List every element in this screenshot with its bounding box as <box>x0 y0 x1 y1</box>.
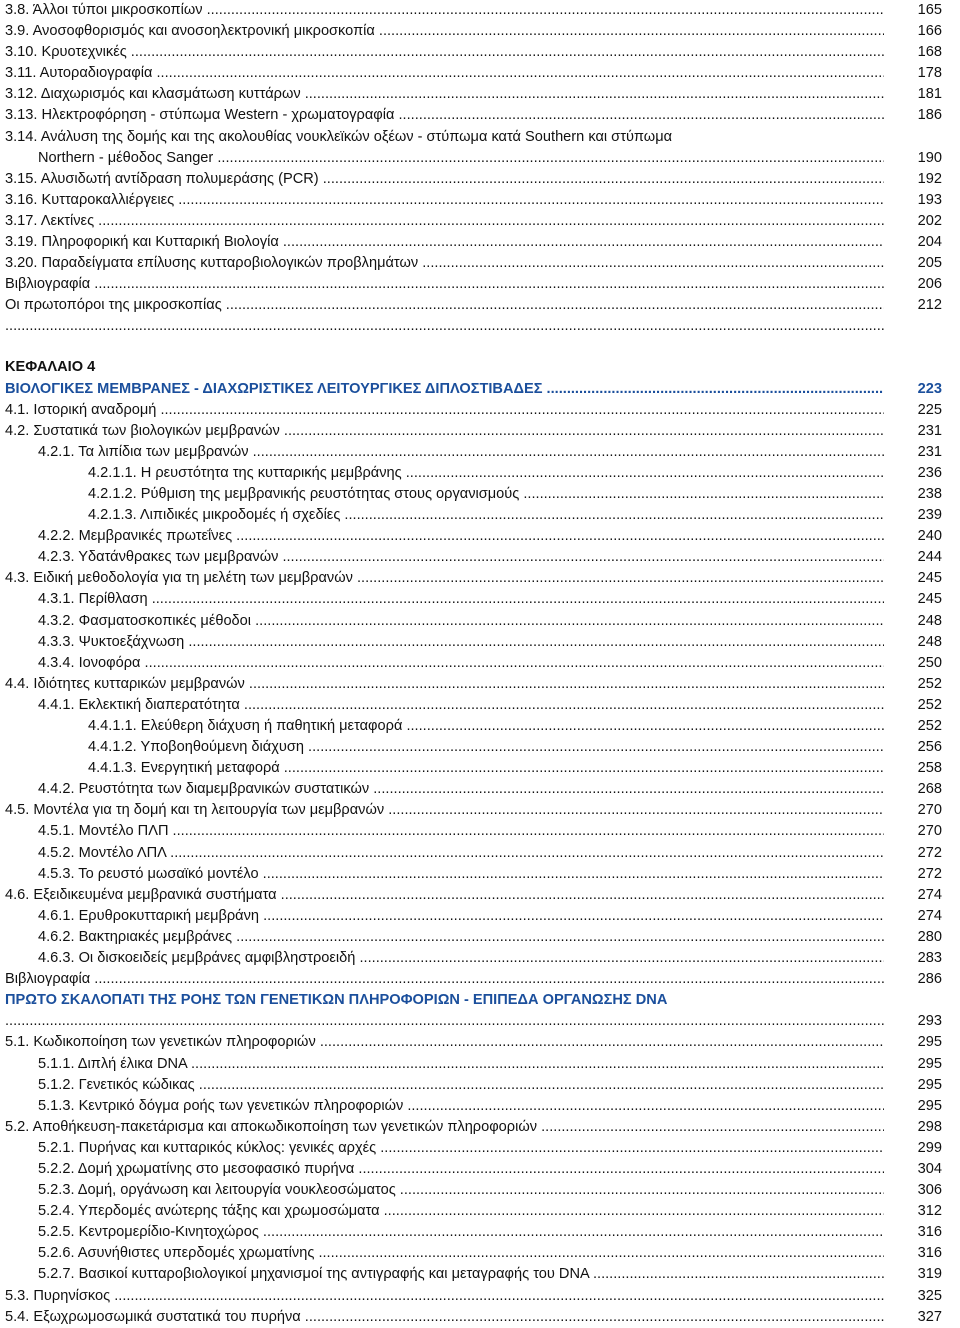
toc-entry-title: 5.3. Πυρηνίσκος ..... <box>5 1286 884 1307</box>
toc-entry[interactable] <box>5 484 942 505</box>
toc-entry-page-number: 299 <box>917 1139 942 1156</box>
toc-entry-title <box>5 1011 884 1032</box>
toc-entry-page-number: 168 <box>917 44 942 61</box>
toc-entry-title: Οι πρωτοπόροι της μικροσκοπίας ..... <box>5 295 884 316</box>
toc-entry-title: 5.1.2. Γενετικός κώδικας ..... <box>5 1075 884 1096</box>
toc-entry[interactable] <box>5 274 942 295</box>
toc-entry-title: 4.4.2. Ρευστότητα των διαμεμβρανικών συστατικών ..... <box>5 779 884 800</box>
toc-entry-title: 4.3.1. Περίθλαση ..... <box>5 589 884 610</box>
toc-entry[interactable] <box>5 1117 942 1138</box>
toc-entry-page-number: 245 <box>917 591 942 608</box>
toc-entry-page-number: 248 <box>917 633 942 650</box>
toc-entry[interactable] <box>5 1011 942 1032</box>
toc-entry-page-number: 280 <box>917 928 942 945</box>
toc-entry-title: 5.4. Εξωχρωμοσωμικά συστατικά του πυρήνα ..... <box>5 1307 884 1328</box>
toc-entry-title: 3.20. Παραδείγματα επίλυσης κυτταροβιολογικών προβλημάτων ..... <box>5 253 884 274</box>
toc-entry[interactable] <box>5 800 942 821</box>
toc-entry[interactable] <box>5 695 942 716</box>
toc-entry-title: 4.4.1.1. Ελεύθερη διάχυση ή παθητική μεταφορά ..... <box>5 716 884 737</box>
toc-entry[interactable] <box>5 105 942 126</box>
toc-entry[interactable] <box>5 1243 942 1264</box>
toc-entry[interactable] <box>5 758 942 779</box>
toc-entry-page-number: 295 <box>917 1034 942 1051</box>
toc-entry-page-number: 166 <box>917 23 942 40</box>
toc-entry-page-number: 250 <box>917 654 942 671</box>
toc-entry-page-number: 283 <box>917 950 942 967</box>
toc-entry-title: 4.3. Ειδική μεθοδολογία για τη μελέτη των μεμβρανών ..... <box>5 568 884 589</box>
toc-entry-page-number: 293 <box>917 1013 942 1030</box>
toc-entry-page-number: 206 <box>917 276 942 293</box>
toc-entry-page-number: 231 <box>917 443 942 460</box>
toc-entry[interactable] <box>5 400 942 421</box>
toc-entry-title: 3.14. Ανάλυση της δομής και της ακολουθίας νουκλεϊκών οξέων - στύπωμα κατά Southern και στύπωμα <box>5 128 673 145</box>
toc-entry[interactable] <box>5 779 942 800</box>
toc-entry-title: 5.2.7. Βασικοί κυτταροβιολογικοί μηχανισμοί της αντιγραφής και μεταγραφής του DNA ..... <box>5 1264 884 1285</box>
toc-entry-title: 5.2.1. Πυρήνας και κυτταρικός κύκλος: γενικές αρχές ..... <box>5 1138 884 1159</box>
toc-entry-title: 4.2.1.2. Ρύθμιση της μεμβρανικής ρευστότητας στους οργανισμούς ..... <box>5 484 884 505</box>
toc-entry-page-number: 272 <box>917 865 942 882</box>
toc-entry-page-number: 256 <box>917 739 942 756</box>
toc-entry-page-number: 192 <box>917 170 942 187</box>
toc-entry-title: 4.4.1. Εκλεκτική διαπερατότητα ..... <box>5 695 884 716</box>
toc-entry[interactable] <box>5 127 942 148</box>
toc-entry-title: ΠΡΩΤΟ ΣΚΑΛΟΠΑΤΙ ΤΗΣ ΡΟΗΣ ΤΩΝ ΓΕΝΕΤΙΚΩΝ ΠΛΗΡΟΦΟΡΙΩΝ - ΕΠΙΠΕΔΑ ΟΡΓΑΝΩΣΗΣ DNA <box>5 992 668 1009</box>
toc-entry-page-number: 193 <box>917 191 942 208</box>
toc-entry-page-number: 244 <box>917 549 942 566</box>
toc-entry-page-number: 316 <box>917 1245 942 1262</box>
toc-entry-title: 4.4.1.2. Υποβοηθούμενη διάχυση ..... <box>5 737 884 758</box>
toc-entry[interactable] <box>5 357 942 378</box>
toc-entry[interactable] <box>5 1096 942 1117</box>
toc-entry-page-number: 238 <box>917 485 942 502</box>
toc-entry-title: 4.3.4. Ιονοφόρα ..... <box>5 653 884 674</box>
toc-entry[interactable] <box>5 1159 942 1180</box>
toc-entry-title: 5.2.2. Δομή χρωματίνης στο μεσοφασικό πυρήνα ..... <box>5 1159 884 1180</box>
toc-entry[interactable] <box>5 969 942 990</box>
toc-entry-page-number: 270 <box>917 823 942 840</box>
toc-entry[interactable] <box>5 1286 942 1307</box>
toc-entry-title: 4.5.2. Μοντέλο ΛΠΛ ..... <box>5 843 884 864</box>
toc-entry-title <box>5 316 884 337</box>
toc-entry-title: 4.4.1.3. Ενεργητική μεταφορά ..... <box>5 758 884 779</box>
toc-entry[interactable] <box>5 653 942 674</box>
toc-entry[interactable] <box>5 190 942 211</box>
toc-entry-page-number: 212 <box>917 297 942 314</box>
toc-entry-page-number: 178 <box>917 65 942 82</box>
toc-entry-title: ΚΕΦΑΛΑΙΟ 4 <box>5 359 96 376</box>
toc-entry[interactable] <box>5 568 942 589</box>
toc-entry-page-number: 295 <box>917 1055 942 1072</box>
toc-entry-page-number: 252 <box>917 718 942 734</box>
toc-entry-page-number: 319 <box>917 1266 942 1283</box>
toc-entry[interactable] <box>5 442 942 463</box>
toc-entry-title: 4.2.3. Υδατάνθρακες των μεμβρανών ..... <box>5 547 884 568</box>
toc-entry-page-number: 248 <box>917 612 942 629</box>
toc-entry-page-number: 270 <box>917 802 942 819</box>
toc-entry[interactable] <box>5 21 942 42</box>
toc-entry[interactable] <box>5 843 942 864</box>
toc-entry-page-number: 190 <box>917 149 942 166</box>
toc-entry[interactable] <box>5 1054 942 1075</box>
toc-entry[interactable] <box>5 547 942 568</box>
toc-entry-title: 4.4. Ιδιότητες κυτταρικών μεμβρανών ..... <box>5 674 884 695</box>
toc-entry-page-number: 312 <box>917 1203 942 1220</box>
toc-entry-page-number: 245 <box>917 570 942 587</box>
toc-entry-title: 3.16. Κυτταροκαλλιέργειες ..... <box>5 190 884 211</box>
toc-entry[interactable] <box>5 1138 942 1159</box>
toc-entry-title: 5.2. Αποθήκευση-πακετάρισμα και αποκωδικοποίηση των γενετικών πληροφοριών ..... <box>5 1117 884 1138</box>
toc-entry[interactable] <box>5 0 942 21</box>
toc-entry[interactable] <box>5 1307 942 1328</box>
toc-entry-title: 4.2.1.3. Λιπιδικές μικροδομές ή σχεδίες ..... <box>5 505 884 526</box>
toc-entry-page-number: 204 <box>917 234 942 251</box>
toc-entry-title: 3.11. Αυτοραδιογραφία ..... <box>5 63 884 84</box>
toc-entry-page-number: 306 <box>917 1182 942 1199</box>
toc-entry[interactable] <box>5 63 942 84</box>
toc-entry[interactable] <box>5 927 942 948</box>
toc-entry[interactable] <box>5 948 942 969</box>
toc-entry-title: 3.12. Διαχωρισμός και κλασμάτωση κυττάρων ..... <box>5 84 884 105</box>
toc-entry-title: 3.19. Πληροφορική και Κυτταρική Βιολογία ..... <box>5 232 884 253</box>
toc-entry-title: 4.2.2. Μεμβρανικές πρωτεΐνες ..... <box>5 526 884 547</box>
toc-entry[interactable] <box>5 716 942 737</box>
toc-entry[interactable] <box>5 379 942 400</box>
toc-entry[interactable] <box>5 148 942 169</box>
toc-entry-title: 4.5. Μοντέλα για τη δομή και τη λειτουργία των μεμβρανών ..... <box>5 800 884 821</box>
toc-entry[interactable] <box>5 1032 942 1053</box>
toc-entry-title: 4.2. Συστατικά των βιολογικών μεμβρανών ..... <box>5 421 884 442</box>
toc-entry-title: 4.3.3. Ψυκτοεξάχνωση ..... <box>5 632 884 653</box>
toc-entry-title: ΒΙΟΛΟΓΙΚΕΣ ΜΕΜΒΡΑΝΕΣ - ΔΙΑΧΩΡΙΣΤΙΚΕΣ ΛΕΙΤΟΥΡΓΙΚΕΣ ΔΙΠΛΟΣΤΙΒΑΔΕΣ ..... <box>5 379 884 400</box>
toc-entry-page-number: 186 <box>917 107 942 124</box>
toc-entry-page-number: 286 <box>917 971 942 988</box>
toc-entry-title: 3.15. Αλυσιδωτή αντίδραση πολυμεράσης (PCR) ..... <box>5 169 884 190</box>
toc-entry-title: 3.9. Ανοσοφθορισμός και ανοσοηλεκτρονική μικροσκοπία ..... <box>5 21 884 42</box>
toc-entry-title: 5.2.5. Κεντρομερίδιο-Κινητοχώρος ..... <box>5 1222 884 1243</box>
toc-entry-title: 4.3.2. Φασματοσκοπικές μέθοδοι ..... <box>5 611 884 632</box>
toc-entry-page-number: 165 <box>917 2 942 18</box>
toc-entry-title: 4.5.1. Μοντέλο ΠΛΠ ..... <box>5 821 884 842</box>
toc-entry[interactable] <box>5 674 942 695</box>
toc-entry[interactable] <box>5 505 942 526</box>
toc-entry-title: 4.6. Εξειδικευμένα μεμβρανικά συστήματα ..... <box>5 885 884 906</box>
toc-entry-title: 5.1.3. Κεντρικό δόγμα ροής των γενετικών πληροφοριών ..... <box>5 1096 884 1117</box>
toc-entry-title: 4.2.1. Τα λιπίδια των μεμβρανών ..... <box>5 442 884 463</box>
toc-entry-title: Northern - μέθοδος Sanger ..... <box>5 148 884 169</box>
toc-entry[interactable] <box>5 42 942 63</box>
toc-entry-title: Βιβλιογραφία ..... <box>5 969 884 990</box>
toc-entry-title: 3.10. Κρυοτεχνικές ..... <box>5 42 884 63</box>
toc-entry[interactable] <box>5 1264 942 1285</box>
toc-entry[interactable] <box>5 1180 942 1201</box>
toc-entry-page-number: 304 <box>917 1160 942 1177</box>
toc-entry-page-number: 223 <box>917 380 942 397</box>
toc-entry-title: 4.6.3. Οι δισκοειδείς μεμβράνες αμφιβληστροειδή ..... <box>5 948 884 969</box>
table-of-contents <box>5 0 942 1328</box>
toc-entry[interactable] <box>5 864 942 885</box>
toc-entry-page-number: 295 <box>917 1076 942 1093</box>
toc-entry-page-number: 239 <box>917 507 942 524</box>
toc-entry-page-number: 327 <box>917 1308 942 1325</box>
toc-entry-page-number: 325 <box>917 1287 942 1304</box>
toc-entry-title: 4.6.2. Βακτηριακές μεμβράνες ..... <box>5 927 884 948</box>
toc-entry[interactable] <box>5 421 942 442</box>
toc-entry[interactable] <box>5 84 942 105</box>
toc-entry-page-number: 202 <box>917 212 942 229</box>
toc-entry[interactable] <box>5 632 942 653</box>
toc-entry-page-number: 274 <box>917 886 942 903</box>
toc-entry-page-number: 268 <box>917 781 942 798</box>
toc-entry-page-number: 316 <box>917 1224 942 1241</box>
toc-entry-page-number: 272 <box>917 844 942 861</box>
toc-entry[interactable] <box>5 1201 942 1222</box>
toc-entry-title: 4.6.1. Ερυθροκυτταρική μεμβράνη ..... <box>5 906 884 927</box>
toc-entry-title: 5.2.3. Δομή, οργάνωση και λειτουργία νουκλεοσώματος ..... <box>5 1180 884 1201</box>
toc-entry[interactable] <box>5 211 942 232</box>
toc-entry[interactable] <box>5 463 942 484</box>
toc-entry-title: 5.2.6. Ασυνήθιστες υπερδομές χρωματίνης ..... <box>5 1243 884 1264</box>
toc-entry-page-number: 258 <box>917 760 942 777</box>
toc-entry-title: 5.1. Κωδικοποίηση των γενετικών πληροφοριών ..... <box>5 1032 884 1053</box>
toc-entry[interactable] <box>5 1222 942 1243</box>
toc-entry[interactable] <box>5 169 942 190</box>
toc-entry-page-number: 252 <box>917 696 942 713</box>
toc-entry[interactable] <box>5 821 942 842</box>
toc-entry-title: 3.8. Άλλοι τύποι μικροσκοπίων ..... <box>5 0 884 21</box>
toc-entry[interactable] <box>5 526 942 547</box>
toc-entry[interactable] <box>5 232 942 253</box>
toc-entry[interactable] <box>5 316 942 357</box>
toc-entry-title: 4.1. Ιστορική αναδρομή ..... <box>5 400 884 421</box>
toc-entry-title: 4.2.1.1. Η ρευστότητα της κυτταρικής μεμβράνης ..... <box>5 463 884 484</box>
toc-entry[interactable] <box>5 885 942 906</box>
toc-entry-title: 3.13. Ηλεκτροφόρηση - στύπωμα Western - χρωματογραφία ..... <box>5 105 884 126</box>
toc-entry-title: 5.2.4. Υπερδομές ανώτερης τάξης και χρωμοσώματα ..... <box>5 1201 884 1222</box>
toc-entry[interactable] <box>5 990 942 1011</box>
toc-entry[interactable] <box>5 589 942 610</box>
toc-entry-page-number: 240 <box>917 528 942 545</box>
toc-entry-page-number: 205 <box>917 255 942 272</box>
toc-entry-title: 4.5.3. Το ρευστό μωσαϊκό μοντέλο ..... <box>5 864 884 885</box>
toc-entry-title: Βιβλιογραφία ..... <box>5 274 884 295</box>
toc-entry-page-number: 225 <box>917 401 942 418</box>
toc-entry-page-number: 231 <box>917 422 942 439</box>
toc-entry[interactable] <box>5 253 942 274</box>
toc-entry-page-number: 236 <box>917 464 942 481</box>
toc-entry-page-number: 298 <box>917 1118 942 1135</box>
toc-entry[interactable] <box>5 611 942 632</box>
toc-entry-page-number: 295 <box>917 1097 942 1114</box>
toc-entry-title: 5.1.1. Διπλή έλικα DNA ..... <box>5 1054 884 1075</box>
toc-entry[interactable] <box>5 737 942 758</box>
toc-entry[interactable] <box>5 1075 942 1096</box>
toc-entry-page-number: 252 <box>917 675 942 692</box>
toc-entry-page-number: 181 <box>917 86 942 103</box>
toc-entry[interactable] <box>5 906 942 927</box>
toc-entry-page-number: 274 <box>917 907 942 924</box>
toc-entry-title: 3.17. Λεκτίνες ..... <box>5 211 884 232</box>
toc-entry[interactable] <box>5 295 942 316</box>
